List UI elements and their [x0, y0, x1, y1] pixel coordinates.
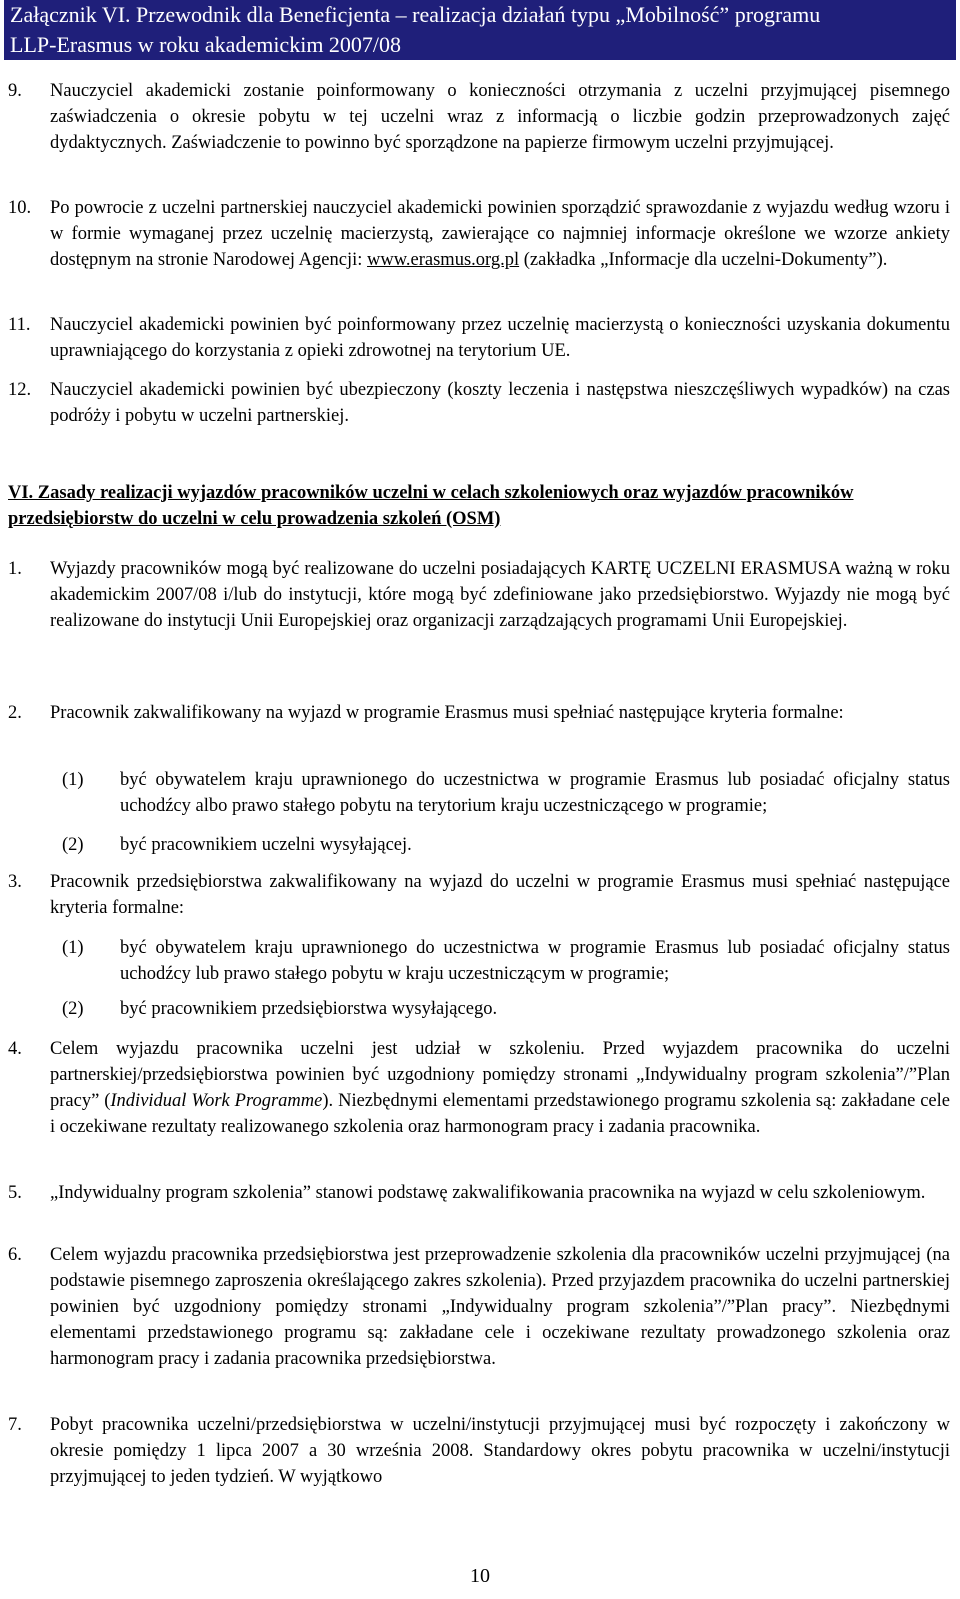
item-text-part: Celem wyjazdu pracownika uczelni jest udział w szkoleniu. Przed wyjazdem pracownika do uczelni partnerskiej/przedsiębiorstwa powinien być uzgodniony pomiędzy stronami „Indywidualny program szkolenia”/”Plan pracy” (: [50, 1039, 950, 1111]
list-item: [8, 1412, 950, 1490]
list-item: [8, 377, 950, 429]
section-heading: VI. Zasady realizacji wyjazdów pracowników uczelni w celach szkoleniowych oraz wyjazdów pracowników przedsiębiorstw do uczelni w celu prowadzenia szkoleń (OSM): [8, 483, 854, 529]
item-number: 4.: [8, 1039, 22, 1059]
sub-item-number: (1): [62, 938, 84, 958]
header-line-2: LLP-Erasmus w roku akademickim 2007/08: [10, 32, 402, 57]
sub-item-text: być obywatelem kraju uprawnionego do uczestnictwa w programie Erasmus lub posiadać oficjalny status uchodźcy lub prawo stałego pobytu w kraju uczestniczącym w programie;: [120, 938, 950, 984]
sub-item-number: (1): [62, 770, 84, 790]
item-number: 6.: [8, 1245, 22, 1265]
item-text: „Indywidualny program szkolenia” stanowi podstawę zakwalifikowania pracownika na wyjazd w celu szkoleniowym.: [50, 1183, 926, 1203]
item-text: Nauczyciel akademicki zostanie poinformowany o konieczności otrzymania z uczelni przyjmującej pisemnego zaświadczenia o okresie pobytu w tej uczelni wraz z informacją o liczbie godzin przeprowadzonych zajęć dydaktycznych. Zaświadczenie to powinno być sporządzone na papierze firmowym uczelni przyjmującej.: [50, 81, 950, 153]
header-line-1: Załącznik VI. Przewodnik dla Beneficjenta – realizacja działań typu „Mobilność” programu: [10, 2, 821, 27]
item-number: 9.: [8, 81, 22, 101]
sub-item-text: być pracownikiem uczelni wysyłającej.: [120, 835, 412, 855]
sub-item-number: (2): [62, 835, 84, 855]
sub-item-number: (2): [62, 999, 84, 1019]
item-text: [50, 195, 950, 273]
erasmus-link[interactable]: www.erasmus.org.pl: [367, 250, 520, 270]
item-text: Nauczyciel akademicki powinien być poinformowany przez uczelnię macierzystą o konieczności uzyskania dokumentu uprawniającego do korzystania z opieki zdrowotnej na terytorium UE.: [50, 315, 950, 361]
list-item: [8, 312, 950, 364]
page-number: 10: [470, 1565, 490, 1587]
sub-item-text: być pracownikiem przedsiębiorstwa wysyłającego.: [120, 999, 498, 1019]
sub-list-item: [62, 767, 950, 819]
item-number: 3.: [8, 872, 22, 892]
item-number: 5.: [8, 1183, 22, 1203]
item-number: 10.: [8, 198, 32, 218]
item-text-part: (zakładka „Informacje dla uczelni-Dokumenty”).: [519, 250, 888, 270]
item-text-part: ). Niezbędnymi elementami przedstawionego programu szkolenia są: zakładane cele i oczekiwane rezultaty realizowanego szkolenia oraz harmonogram pracy i zadania pracownika.: [50, 1091, 950, 1137]
item-text: Nauczyciel akademicki powinien być ubezpieczony (koszty leczenia i następstwa nieszczęśliwych wypadków) na czas podróży i pobytu w uczelni partnerskiej.: [50, 380, 950, 426]
sub-list-item: [62, 832, 950, 858]
list-item: [8, 869, 950, 921]
item-text: Wyjazdy pracowników mogą być realizowane do uczelni posiadających KARTĘ UCZELNI ERASMUSA ważną w roku akademickim 2007/08 i/lub do instytucji, które mogą być zdefiniowane jako przedsiębiorstwo. Wyjazdy nie mogą być realizowane do instytucji Unii Europejskiej oraz organizacji zarządzających programami Unii Europejskiej.: [50, 559, 950, 631]
item-text-italic: Individual Work Programme: [110, 1091, 323, 1111]
item-number: 2.: [8, 703, 22, 723]
item-text: Pracownik przedsiębiorstwa zakwalifikowany na wyjazd do uczelni w programie Erasmus musi spełniać następujące kryteria formalne:: [50, 872, 950, 918]
list-item: [8, 1242, 950, 1372]
page-header: [4, 0, 956, 60]
item-text: Pobyt pracownika uczelni/przedsiębiorstwa w uczelni/instytucji przyjmującej musi być rozpoczęty i zakończony w okresie pomiędzy 1 lipca 2007 a 30 września 2008. Standardowy okres pobytu pracownika w uczelni/instytucji przyjmującej to jeden tydzień. W wyjątkowo: [50, 1415, 950, 1487]
list-item: [8, 195, 950, 273]
item-text-part: Po powrocie z uczelni partnerskiej nauczyciel akademicki powinien sporządzić sprawozdanie z wyjazdu według wzoru i w formie wymaganej przez uczelnię macierzystą, zawierające co najmniej informacje określone we wzorze ankiety dostępnym na stronie Narodowej Agencji:: [50, 198, 950, 270]
item-number: 11.: [8, 315, 31, 335]
list-item: [8, 556, 950, 634]
item-text: [50, 1036, 950, 1140]
list-item: [8, 78, 950, 156]
sub-list-item: [62, 935, 950, 987]
list-item: [8, 700, 950, 726]
sub-list-item: [62, 996, 950, 1022]
list-item: [8, 1180, 950, 1206]
sub-item-text: być obywatelem kraju uprawnionego do uczestnictwa w programie Erasmus lub posiadać oficjalny status uchodźcy albo prawo stałego pobytu na terytorium kraju uczestniczącego w programie;: [120, 770, 950, 816]
item-number: 1.: [8, 559, 22, 579]
item-number: 12.: [8, 380, 32, 400]
item-text: Pracownik zakwalifikowany na wyjazd w programie Erasmus musi spełniać następujące kryteria formalne:: [50, 703, 844, 723]
item-number: 7.: [8, 1415, 22, 1435]
list-item: [8, 1036, 950, 1140]
item-text: Celem wyjazdu pracownika przedsiębiorstwa jest przeprowadzenie szkolenia dla pracowników uczelni przyjmującej (na podstawie pisemnego zaproszenia określającego zakres szkolenia). Przed przyjazdem pracownika do uczelni partnerskiej powinien być uzgodniony pomiędzy stronami „Indywidualny program szkolenia”/”Plan pracy”. Niezbędnymi elementami przedstawionego programu są: zakładane cele i oczekiwane rezultaty prowadzonego szkolenia oraz harmonogram pracy i zadania pracownika przedsiębiorstwa.: [50, 1245, 950, 1369]
